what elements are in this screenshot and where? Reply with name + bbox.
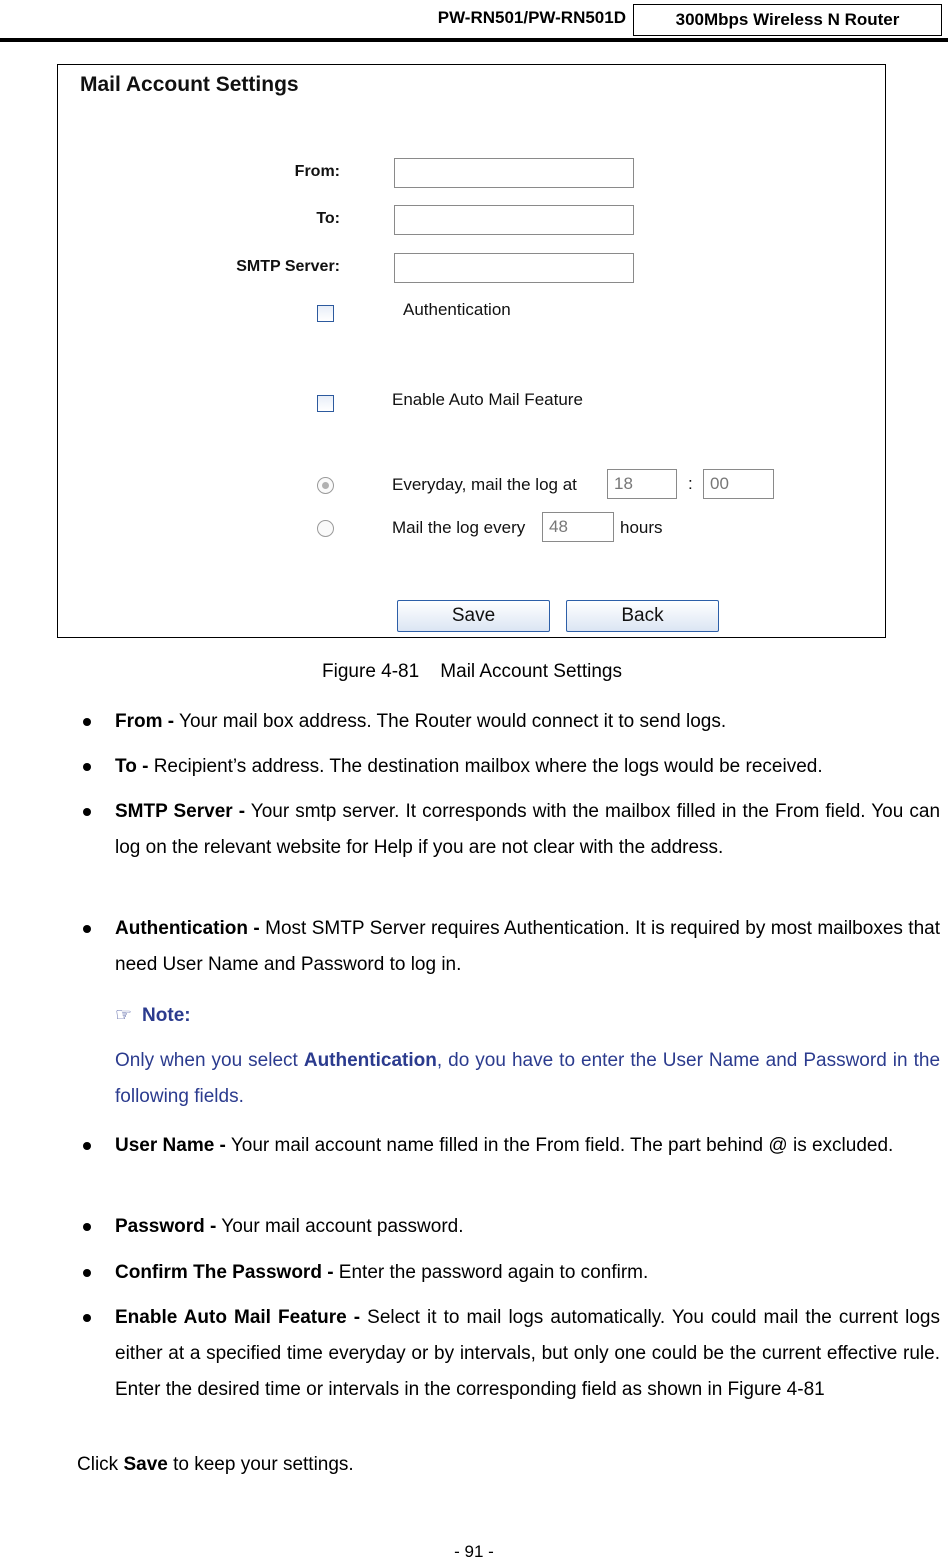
bullet-password: Password - Your mail account password.	[115, 1216, 464, 1237]
interval-field[interactable]	[542, 512, 614, 542]
bullet-dot	[83, 718, 91, 726]
from-label: From:	[294, 163, 340, 180]
figure-caption: Figure 4-81 Mail Account Settings	[322, 661, 622, 682]
back-button[interactable]: Back	[566, 600, 719, 632]
smtp-server-label: SMTP Server:	[236, 258, 340, 275]
hours-label: hours	[620, 518, 663, 537]
authentication-label: Authentication	[403, 300, 511, 319]
header-rule	[0, 38, 948, 42]
bullet-authentication: Authentication - Most SMTP Server requires Authentication. It is required by most mailboxes that need User Name and Password to log in.	[115, 918, 940, 975]
bullet-user-name: User Name - Your mail account name filled in the From field. The part behind @ is excluded.	[115, 1135, 894, 1156]
bullet-dot	[83, 808, 91, 816]
interval-radio[interactable]	[317, 520, 334, 537]
pointing-hand-icon: ☞	[115, 1005, 133, 1026]
to-label: To:	[316, 210, 340, 227]
save-button[interactable]: Save	[397, 600, 550, 632]
bullet-auto-mail: Enable Auto Mail Feature - Select it to mail logs automatically. You could mail the current logs either at a specified time everyday or by intervals, but only one could be the current effective rule. Enter the desired time or intervals in the corresponding field as shown in Figure 4-81	[115, 1307, 940, 1400]
bullet-dot	[83, 1269, 91, 1277]
auto-mail-checkbox[interactable]	[317, 395, 334, 412]
smtp-server-field[interactable]	[394, 253, 634, 283]
closing-instruction: Click Save to keep your settings.	[77, 1454, 354, 1475]
note-text: Only when you select Authentication, do you have to enter the User Name and Password in the following fields.	[115, 1050, 941, 1107]
mail-settings-screenshot	[57, 64, 886, 638]
bullet-smtp-server: SMTP Server - Your smtp server. It corresponds with the mailbox filled in the From field. You can log on the relevant website for Help if you are not clear with the address.	[115, 801, 941, 858]
time-colon: :	[688, 474, 693, 493]
bullet-to: To - Recipient’s address. The destination mailbox where the logs would be received.	[115, 756, 823, 777]
everyday-label: Everyday, mail the log at	[392, 475, 577, 494]
to-field[interactable]	[394, 205, 634, 235]
bullet-dot	[83, 925, 91, 933]
bullet-dot	[83, 763, 91, 771]
authentication-checkbox[interactable]	[317, 305, 334, 322]
header-title: 300Mbps Wireless N Router	[633, 4, 942, 36]
hour-field[interactable]	[607, 469, 677, 499]
minute-field[interactable]	[703, 469, 774, 499]
bullet-confirm-password: Confirm The Password - Enter the password again to confirm.	[115, 1262, 649, 1283]
from-field[interactable]	[394, 158, 634, 188]
auto-mail-label: Enable Auto Mail Feature	[392, 390, 583, 409]
bullet-dot	[83, 1314, 91, 1322]
interval-label: Mail the log every	[392, 518, 526, 537]
page-number: - 91 -	[454, 1542, 494, 1561]
screenshot-title: Mail Account Settings	[80, 73, 299, 96]
bullet-dot	[83, 1142, 91, 1150]
bullet-dot	[83, 1223, 91, 1231]
bullet-from: From - Your mail box address. The Router would connect it to send logs.	[115, 711, 727, 732]
everyday-radio[interactable]	[317, 477, 334, 494]
note-label: ☞ Note:	[115, 1005, 191, 1026]
